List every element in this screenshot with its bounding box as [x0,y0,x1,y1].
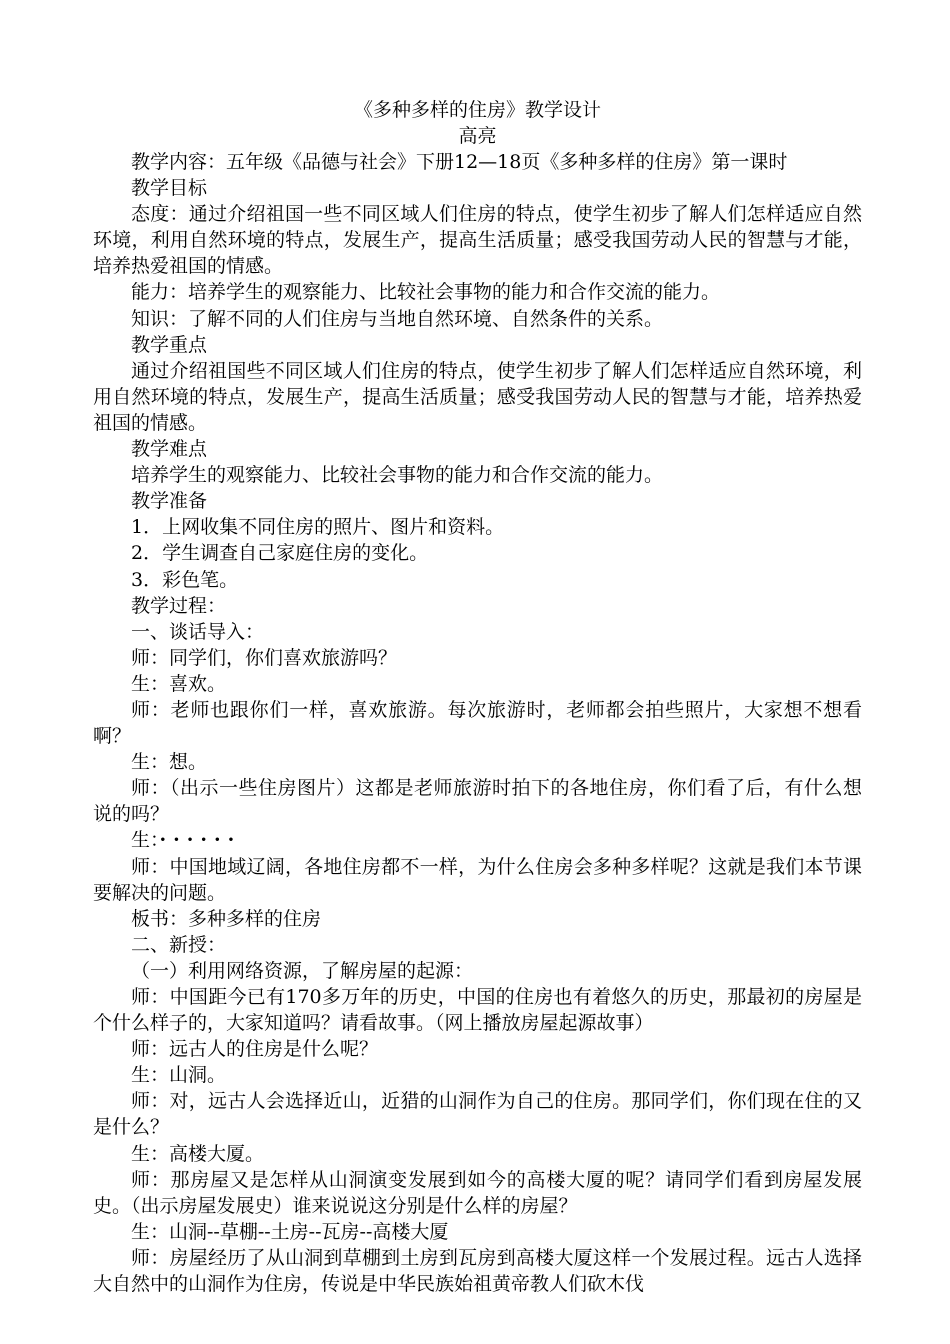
section-heading: 教学过程： [131,594,227,617]
paragraph: 培养学生的观察能力、比较社会事物的能力和合作交流的能力。 [131,464,664,487]
document-title: 《多种多样的住房》教学设计 [353,99,601,121]
dialogue-line: 生：山洞。 [131,1064,227,1087]
section-heading: 教学准备 [131,490,208,513]
subsection-heading: （一）利用网络资源，了解房屋的起源： [131,959,474,982]
dialogue-line: 师：房屋经历了从山洞到草棚到土房到瓦房到高楼大厦这样一个发展过程。远古人选择大自然中的山洞作为住房，传说是中华民族始祖黄帝教人们砍木伐 [93,1246,862,1296]
dialogue-line: 生：想。 [131,751,208,774]
list-item: 1．上网收集不同住房的照片、图片和资料。 [131,516,505,539]
list-item: 3．彩色笔。 [131,568,239,591]
dialogue-line: 师：中国地域辽阔，各地住房都不一样，为什么住房会多种多样呢？这就是我们本节课要解决的问题。 [93,855,862,904]
dialogue-line: 师：同学们，你们喜欢旅游吗？ [131,646,398,669]
dialogue-line: 师：远古人的住房是什么呢？ [131,1038,379,1061]
paragraph: 教学内容：五年级《品德与社会》下册12—18页《多种多样的住房》第一课时 [131,151,788,173]
dialogue-line: 师：那房屋又是怎样从山洞演变发展到如今的高楼大厦的呢？请同学们看到房屋发展史。（出示房屋发展史）谁来说说这分别是什么样的房屋？ [93,1168,862,1217]
dialogue-line: 师：老师也跟你们一样，喜欢旅游。每次旅游时，老师都会拍些照片，大家想不想看啊？ [93,698,862,748]
dialogue-line: 师：对，远古人会选择近山，近猎的山洞作为自己的住房。那同学们，你们现在住的又是什么？ [93,1090,862,1139]
dialogue-line: 生：山洞--草棚--土房--瓦房--高楼大厦 [131,1220,449,1243]
dialogue-line: 师：（出示一些住房图片）这都是老师旅游时拍下的各地住房，你们看了后，有什么想说的吗？ [93,777,862,826]
paragraph: 板书：多种多样的住房 [131,907,322,930]
dialogue-line: 师：中国距今已有170多万年的历史，中国的住房也有着悠久的历史，那最初的房屋是个什么样子的，大家知道吗？请看故事。（网上播放房屋起源故事） [93,986,862,1035]
ellipsis-dots: ······ [159,829,242,852]
paragraph: 能力：培养学生的观察能力、比较社会事物的能力和合作交流的能力。 [131,281,721,304]
section-heading: 教学重点 [131,333,208,356]
dialogue-line: 生：喜欢。 [131,672,227,695]
subsection-heading: 一、谈话导入： [131,620,265,643]
paragraph: 态度：通过介绍祖国一些不同区域人们住房的特点，使学生初步了解人们怎样适应自然环境，利用自然环境的特点，发展生产，提高生活质量；感受我国劳动人民的智慧与才能，培养热爱祖国的情感。 [93,203,862,278]
section-heading: 教学目标 [131,177,208,200]
document-author: 高亮 [458,125,497,147]
paragraph: 知识：了解不同的人们住房与当地自然环境、自然条件的关系。 [131,307,664,330]
section-heading: 教学难点 [131,438,208,461]
speaker-label: 生： [131,829,160,852]
dialogue-line: 生：高楼大厦。 [131,1142,265,1165]
paragraph: 通过介绍祖国些不同区域人们住房的特点，使学生初步了解人们怎样适应自然环境，利用自然环境的特点，发展生产，提高生活质量；感受我国劳动人民的智慧与才能，培养热爱祖国的情感。 [93,359,862,434]
dialogue-line [93,827,862,853]
list-item: 2．学生调查自己家庭住房的变化。 [131,542,429,565]
subsection-heading: 二、新授： [131,933,227,956]
